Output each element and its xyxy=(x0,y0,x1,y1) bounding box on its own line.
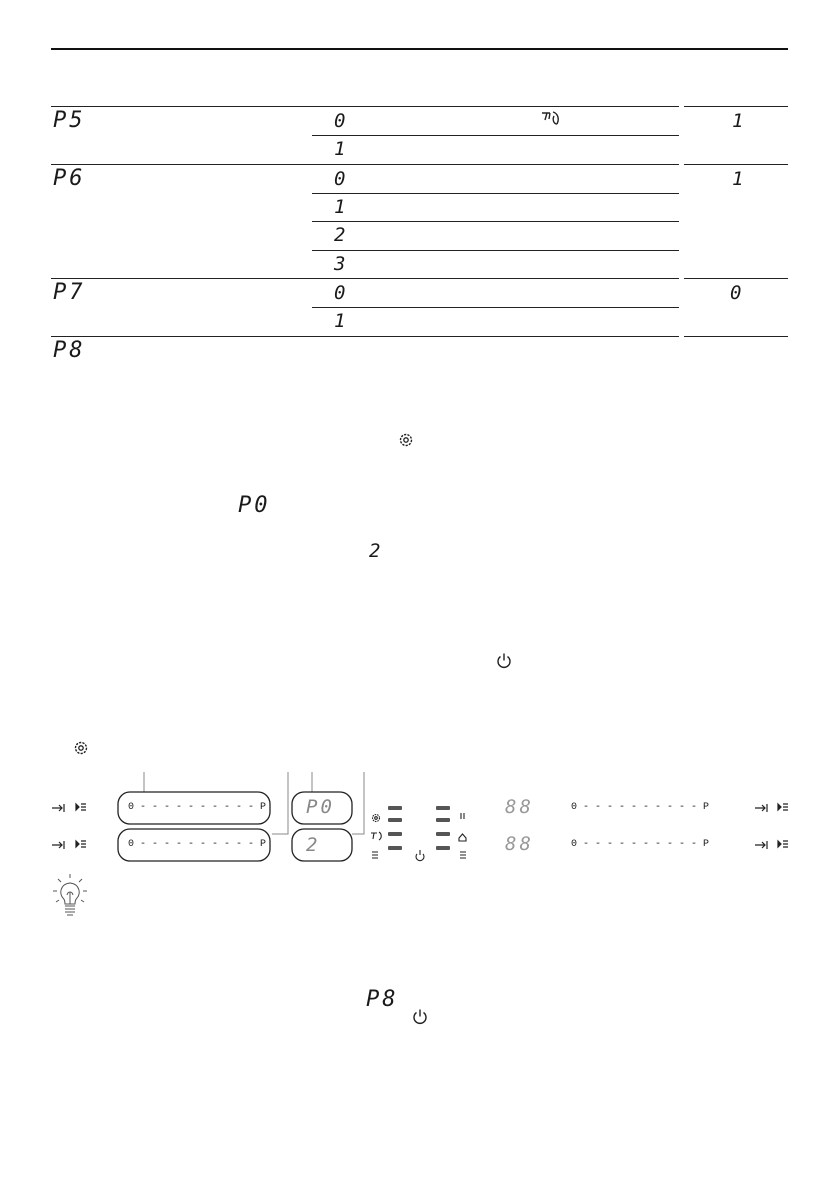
table-subline xyxy=(312,221,679,222)
power-icon xyxy=(411,1008,429,1030)
fan-hand-icon xyxy=(540,110,564,132)
table-line xyxy=(51,278,679,279)
display-bottom: 2 xyxy=(306,834,321,856)
setting-code: P7 xyxy=(53,280,86,305)
zone-select-icons xyxy=(52,804,86,849)
table-subline xyxy=(312,250,679,251)
code-p8: P8 xyxy=(366,987,399,1012)
table-line xyxy=(684,336,788,337)
option-value: 1 xyxy=(334,196,349,218)
setting-code: P6 xyxy=(53,166,86,191)
left-slider-top[interactable]: 0 - - - - - - - - - - P xyxy=(128,802,267,813)
control-panel xyxy=(40,770,800,870)
left-slider-bottom[interactable]: 0 - - - - - - - - - - P xyxy=(128,839,267,850)
display-top: P0 xyxy=(306,796,335,818)
default-value: 0 xyxy=(730,282,745,304)
code-p0: P0 xyxy=(238,493,271,518)
right-slider-top[interactable]: 0 - - - - - - - - - - P xyxy=(571,802,710,813)
timer-display-bottom: 88 xyxy=(505,833,534,855)
value-2: 2 xyxy=(369,540,384,562)
option-value: 1 xyxy=(334,138,349,160)
setting-code: P5 xyxy=(53,108,86,133)
option-value: 2 xyxy=(334,224,349,246)
default-value: 1 xyxy=(732,110,747,132)
option-value: 3 xyxy=(334,253,349,275)
table-line xyxy=(51,106,679,107)
power-icon xyxy=(495,652,513,674)
option-value: 0 xyxy=(334,168,349,190)
default-value: 1 xyxy=(732,168,747,190)
table-line xyxy=(51,164,679,165)
table-line xyxy=(684,106,788,107)
timer-display-top: 88 xyxy=(505,796,534,818)
option-value: 1 xyxy=(334,310,349,332)
right-slider-bottom[interactable]: 0 - - - - - - - - - - P xyxy=(571,839,710,850)
header-rule xyxy=(51,48,788,50)
table-line xyxy=(51,336,679,337)
table-subline xyxy=(312,135,679,136)
gear-icon xyxy=(73,740,89,760)
table-line xyxy=(684,164,788,165)
option-value: 0 xyxy=(334,282,349,304)
table-subline xyxy=(312,307,679,308)
table-subline xyxy=(312,193,679,194)
table-line xyxy=(684,278,788,279)
gear-icon xyxy=(398,432,414,452)
setting-code: P8 xyxy=(53,338,86,363)
option-value: 0 xyxy=(334,110,349,132)
lightbulb-icon xyxy=(50,872,90,922)
